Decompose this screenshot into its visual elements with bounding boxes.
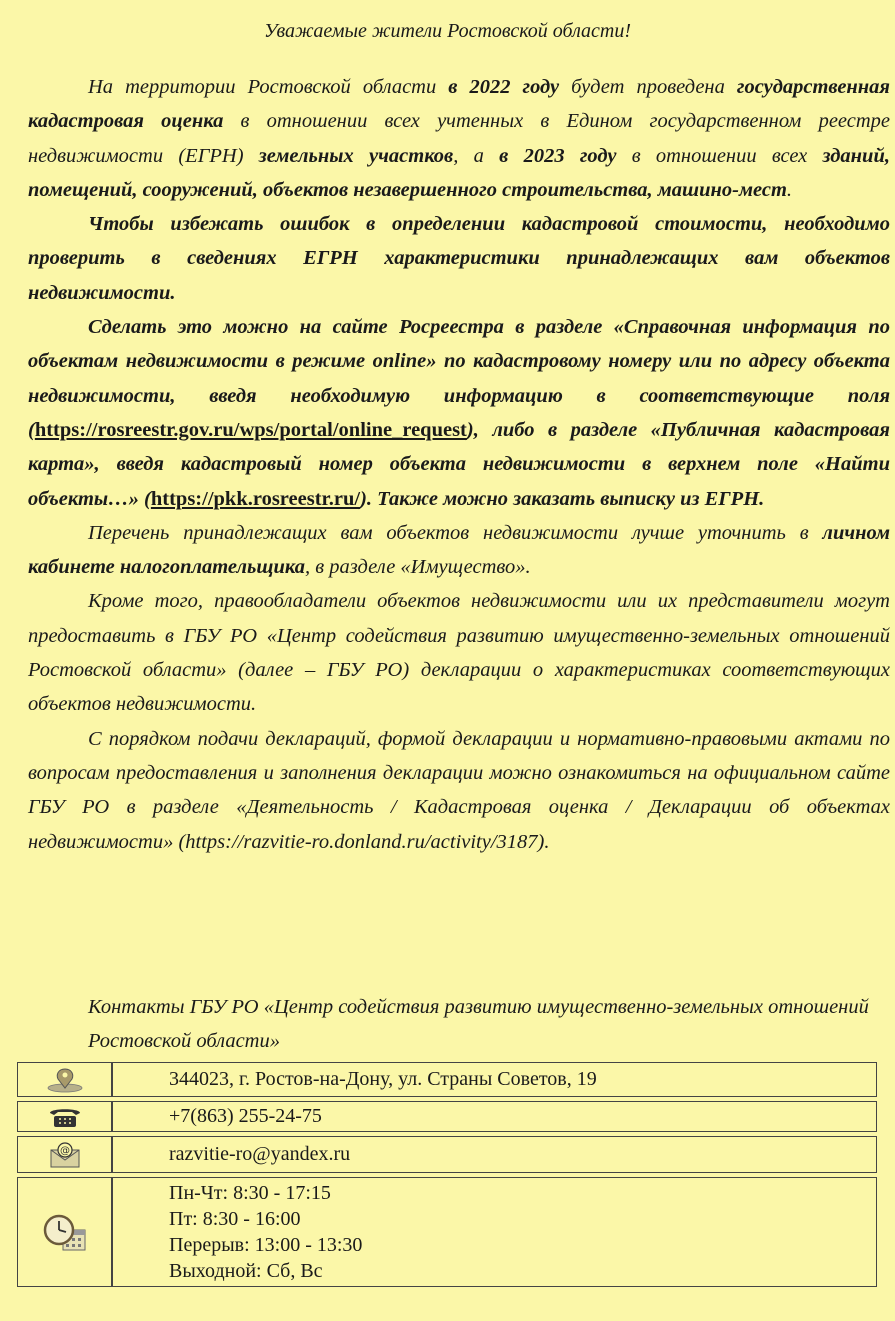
body-text [28,70,890,859]
contact-row-phone [17,1101,877,1132]
p1-text-a: На территории Ростовской области [88,76,449,98]
pkk-rosreestr-link[interactable]: https://pkk.rosreestr.ru/ [150,487,361,510]
p1-bold-land: земельных участков [258,144,454,167]
p1-text-e: в отношении всех учтенных в Едином государственном реестре недвижимости (ЕГРН) [28,110,890,167]
contact-email: razvitie-ro@yandex.ru [112,1136,877,1173]
contact-address: 344023, г. Ростов-на-Дону, ул. Страны Советов, 19 [112,1062,877,1097]
contact-hours [112,1177,877,1287]
paragraph-5: Кроме того, правообладатели объектов недвижимости или их представители могут предоставить в ГБУ РО «Центр содействия развитию имущественно-земельных отношений Ростовской области» (далее – ГБУ РО) декларации о характеристиках соответствующих объектов недвижимости. [28,590,890,716]
contacts-table [17,1058,877,1291]
p2-bold-text: Чтобы избежать ошибок в определении кадастровой стоимости, необходимо проверить в сведениях ЕГРН характеристики принадлежащих вам объектов недвижимости. [28,213,890,304]
paragraph-6: С порядком подачи деклараций, формой декларации и нормативно-правовыми актами по вопросам предоставления и заполнения декларации можно ознакомиться на официальном сайте ГБУ РО в разделе «Деятельность / Кадастровая оценка / Декларации об объектах недвижимости» (https://razvitie-ro.donland.ru/activity/3187). [28,727,890,853]
hours-line: Выходной: Сб, Вс [169,1260,323,1282]
paragraph-3 [28,310,890,516]
hours-line: Перерыв: 13:00 - 13:30 [169,1234,363,1256]
contact-row-address [17,1062,877,1097]
p3-text-c: ). Также можно заказать выписку из ЕГРН. [360,487,765,510]
p3-text-a: Сделать это можно на сайте Росреестра в разделе «Справочная информация по объектам недвижимости в режиме online» по кадастровому номеру или по адресу объекта недвижимости, введя необходимую информацию в соответствующие поля ( [28,316,890,441]
greeting-heading: Уважаемые жители Ростовской области! [263,20,632,42]
map-pin-icon [45,1067,85,1089]
p4-bold-taxpayer-cabinet: личном кабинете налогоплательщика [28,521,890,579]
rosreestr-online-request-link[interactable]: https://rosreestr.gov.ru/wps/portal/online_request [34,418,467,441]
hours-line: Пт: 8:30 - 16:00 [169,1208,301,1230]
p1-bold-assessment: государственная кадастровая оценка [28,76,890,133]
clock-calendar-icon [41,1220,89,1242]
p1-text-c: будет проведена [559,76,737,98]
contacts-title: Контакты ГБУ РО «Центр содействия развитию имущественно-земельных отношений Ростовской области» [88,996,869,1052]
hours-line: Пн-Чт: 8:30 - 17:15 [169,1182,331,1204]
telephone-icon [47,1104,83,1126]
contact-row-email [17,1136,877,1173]
p3-text-b: ), либо в разделе «Публичная кадастровая карта», введя кадастровый номер объекта недвижимости в верхнем поле «Найти объекты…» ( [28,418,890,510]
p1-text-g: , а [453,144,500,167]
p1-text-k: . [786,178,793,201]
p1-bold-year-2022: в 2022 году [448,76,560,98]
svg-text:@: @ [59,1145,70,1156]
p1-bold-objects: зданий, помещений, сооружений, объектов незавершенного строительства, машино-мест [28,144,890,201]
paragraph-4 [28,516,890,585]
paragraph-1 [28,70,890,207]
contact-row-hours [17,1177,877,1287]
p4-text-a: Перечень принадлежащих вам объектов недвижимости лучше уточнить в [88,521,823,544]
p4-text-c: , в разделе «Имущество». [305,556,531,579]
p1-text-i: в отношении всех [616,144,823,167]
paragraph-2 [28,207,890,310]
p1-bold-year-2023: в 2023 году [499,144,617,167]
email-icon [48,1142,82,1164]
contact-phone: +7(863) 255-24-75 [112,1101,877,1132]
